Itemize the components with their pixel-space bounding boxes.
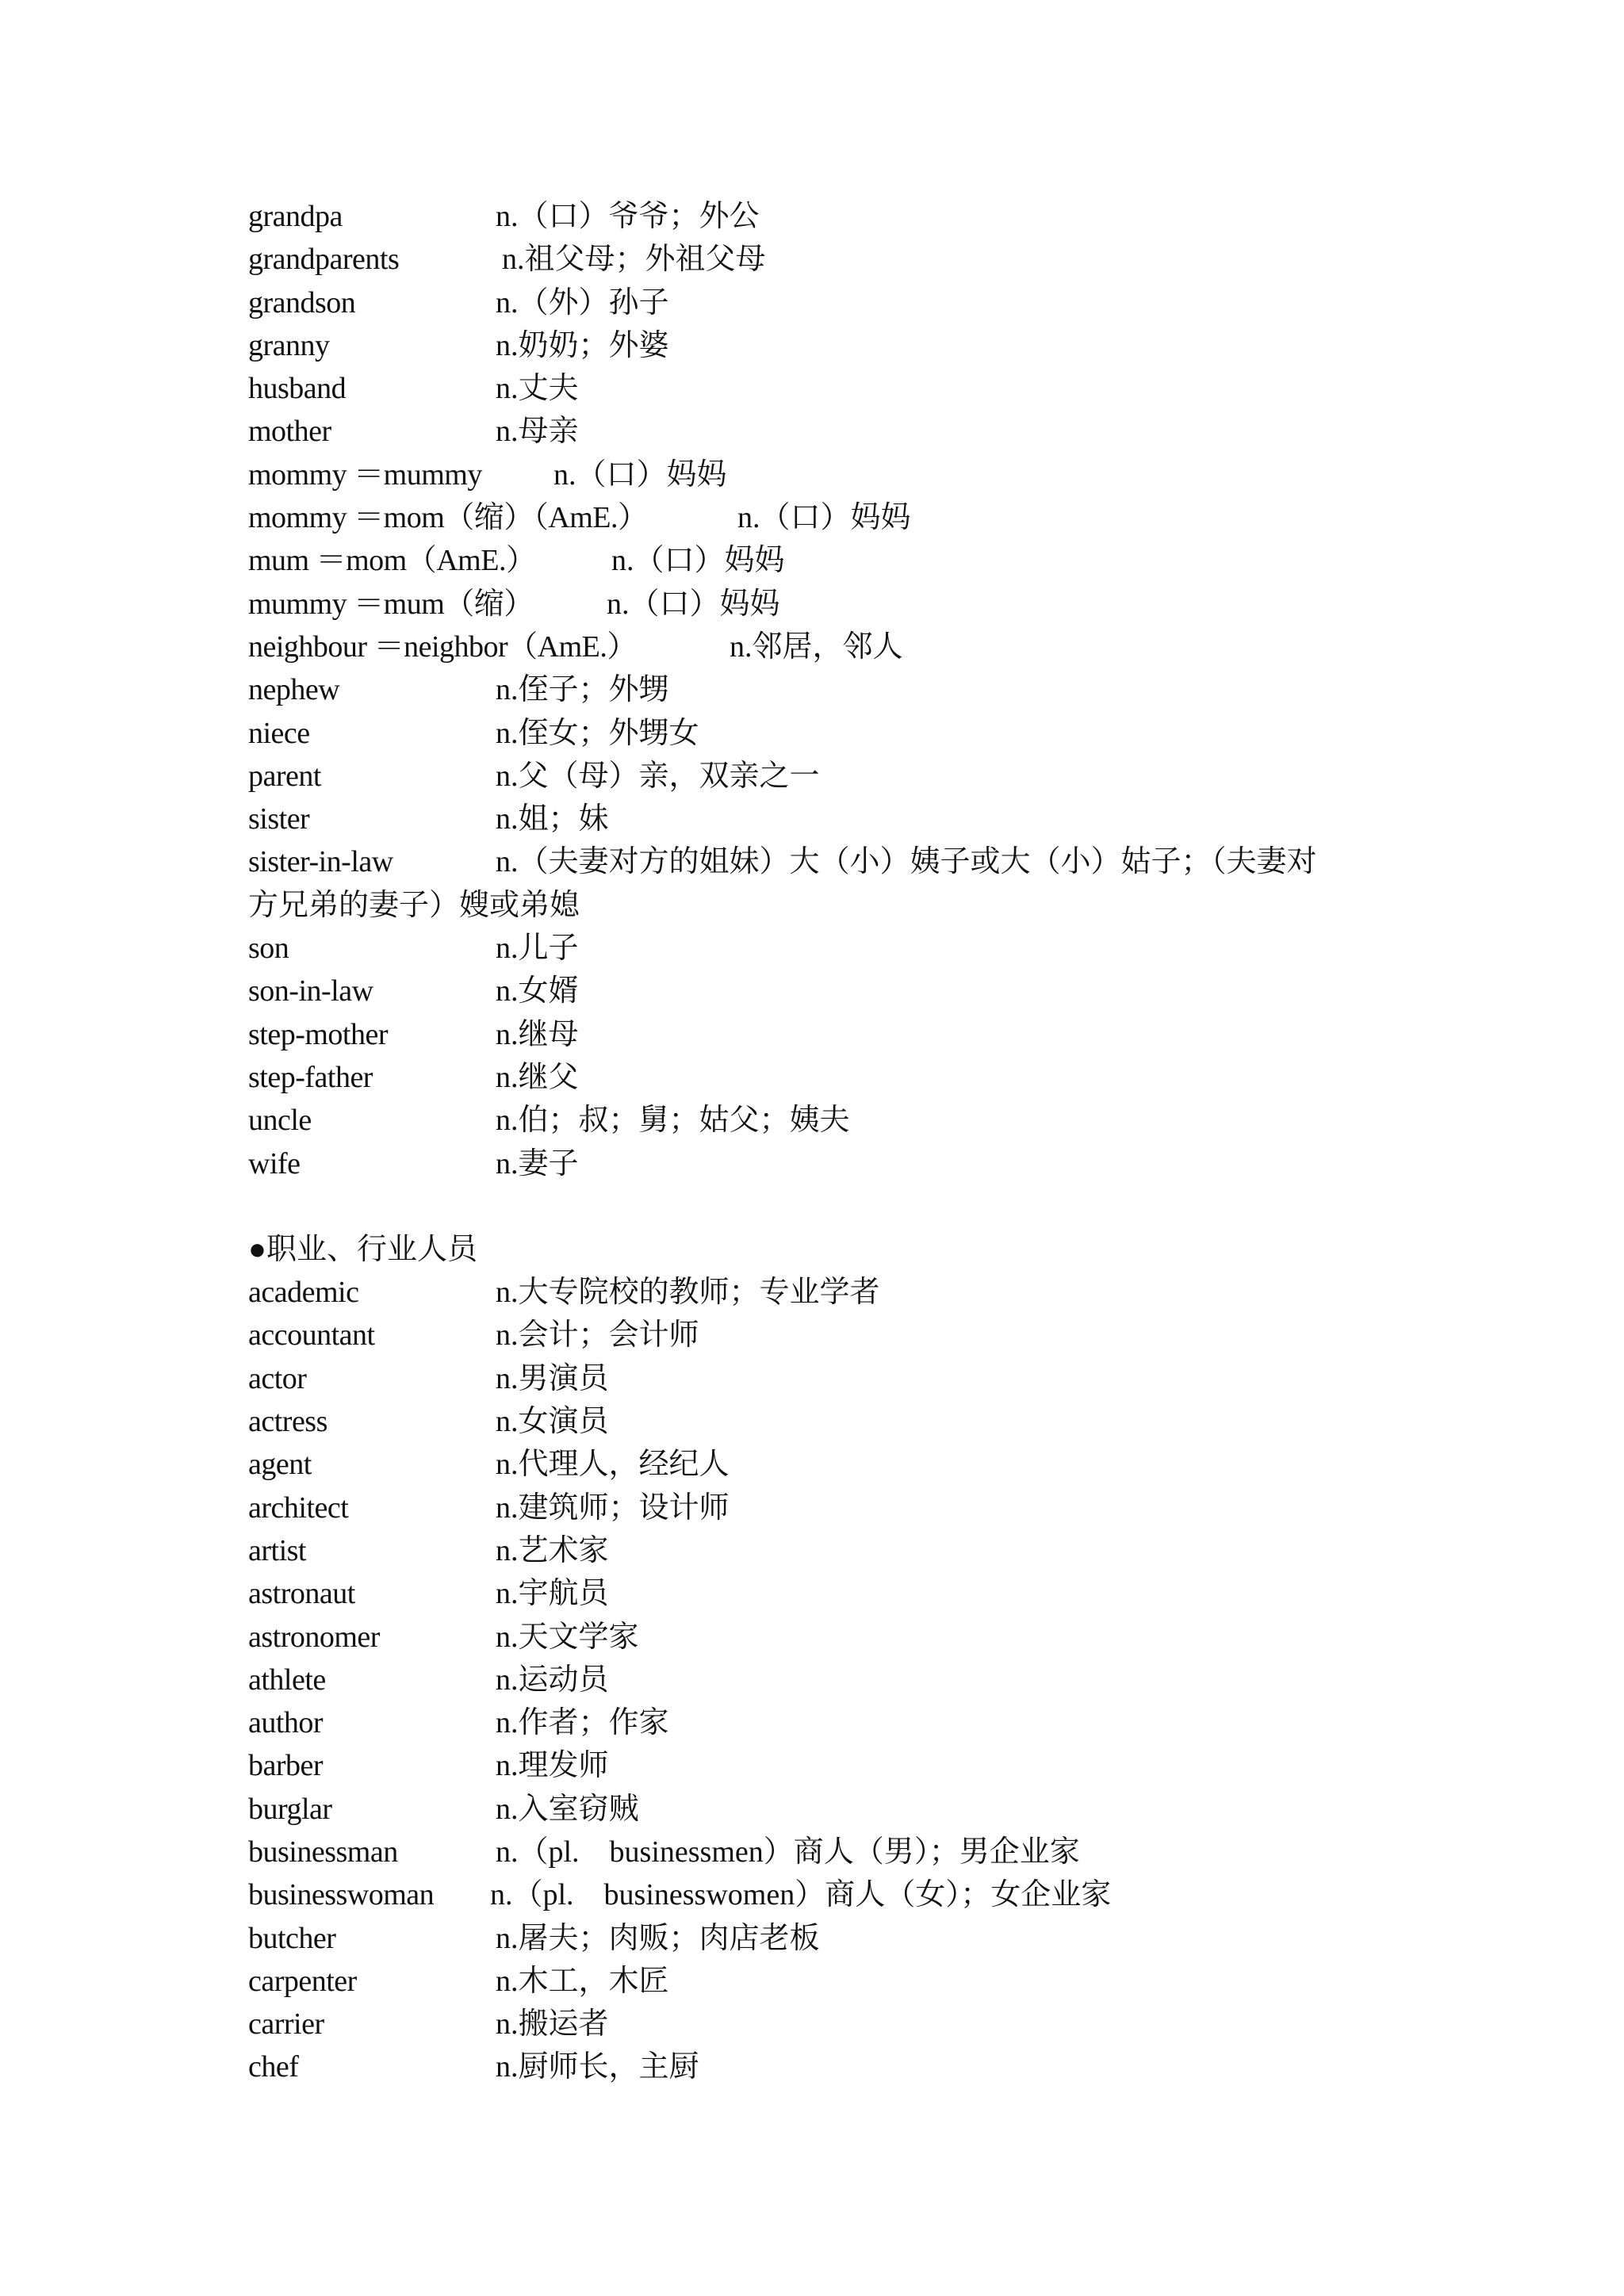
section-heading: ●职业、行业人员 [248,1232,477,1266]
entry-definition: n.（口）妈妈 [737,501,911,535]
entry-definition: n.会计；会计师 [496,1318,699,1353]
list-item [248,1142,1438,1185]
list-item [248,2003,1438,2045]
list-item [248,281,1438,324]
entry-definition: n.继父 [496,1060,579,1094]
entry-term: mommy ＝mummy [248,457,482,492]
entry-definition: n.父（母）亲，双亲之一 [496,759,820,793]
list-item [248,755,1438,798]
list-item [248,324,1438,367]
entry-term: grandpa [248,200,343,233]
entry-term: barber [248,1749,324,1783]
list-item [248,1400,1438,1443]
entry-term: athlete [248,1663,326,1697]
list-item [248,626,1438,668]
entry-definition-continued: 方兄弟的妻子）嫂或弟媳 [248,888,580,922]
entry-term: grandparents [248,243,400,277]
list-item [248,668,1438,711]
entry-term: businesswoman [248,1878,435,1912]
list-item [248,1701,1438,1744]
entry-term: granny [248,328,330,362]
entry-definition: n.妻子 [496,1146,579,1181]
entry-term: accountant [248,1318,375,1353]
entry-definition: n.女婿 [496,974,579,1008]
entry-term: carpenter [248,1964,357,1998]
entry-term: actress [248,1405,327,1439]
entry-definition: n.运动员 [496,1663,609,1697]
list-item [248,238,1438,281]
entry-term: grandson [248,285,356,320]
entry-definition: n.天文学家 [496,1620,639,1654]
entry-definition: n.姐；妹 [496,802,609,836]
entry-definition: n.宇航员 [496,1577,609,1611]
entry-definition: n.（pl. businessmen）商人（男）；男企业家 [496,1835,1080,1869]
list-item [248,1917,1438,1960]
list-item [248,927,1438,970]
vocabulary-page [248,195,1438,2089]
entry-term: burglar [248,1792,332,1826]
list-item [248,1659,1438,1701]
entry-definition: n.（口）爷爷；外公 [496,200,760,233]
entry-definition: n.男演员 [496,1361,609,1395]
entry-definition: n.（口）妈妈 [611,544,785,578]
list-item [248,583,1438,626]
family-list [248,195,1438,1185]
entry-definition: n.大专院校的教师；专业学者 [496,1276,880,1310]
entry-term: architect [248,1490,349,1525]
job-list [248,1271,1438,2089]
list-item [248,1960,1438,2003]
list-item [248,1529,1438,1572]
entry-term: astronomer [248,1620,380,1654]
list-item [248,1443,1438,1486]
entry-definition: n.侄子；外甥 [496,673,669,707]
list-item [248,1572,1438,1615]
entry-term: author [248,1706,324,1740]
entry-definition: n.祖父母；外祖父母 [502,243,766,277]
list-item [248,496,1438,539]
entry-definition: n.（pl. businesswomen）商人（女）；女企业家 [490,1878,1112,1912]
entry-definition: n.（外）孙子 [496,285,669,320]
entry-term: husband [248,372,347,406]
entry-term: butcher [248,1921,336,1955]
entry-definition: n.建筑师；设计师 [496,1490,730,1525]
entry-term: mum ＝mom（AmE.） [248,544,536,578]
entry-definition: n.继母 [496,1017,579,1051]
list-item [248,410,1438,453]
entry-term: mummy ＝mum（缩） [248,587,534,621]
entry-term: uncle [248,1104,312,1138]
entry-term: sister [248,802,310,836]
entry-term: astronaut [248,1577,355,1611]
entry-definition: n.作者；作家 [496,1706,669,1740]
entry-term: artist [248,1533,306,1567]
entry-definition: n.（夫妻对方的姐妹）大（小）姨子或大（小）姑子；（夫妻对 [496,845,1317,879]
entry-definition: n.（口）妈妈 [607,587,780,621]
list-item [248,1314,1438,1357]
list-item [248,840,1438,927]
list-item [248,367,1438,410]
entry-definition: n.入室窃贼 [496,1792,639,1826]
entry-definition: n.侄女；外甥女 [496,716,699,750]
entry-definition: n.厨师长，主厨 [496,2050,699,2084]
entry-definition: n.理发师 [496,1749,609,1783]
entry-term: parent [248,759,321,793]
entry-term: son [248,932,289,966]
entry-definition: n.邻居，邻人 [730,629,903,664]
entry-definition: n.丈夫 [496,372,579,406]
entry-term: step-father [248,1060,373,1094]
list-item [248,1744,1438,1787]
list-item [248,1616,1438,1659]
list-item [248,1099,1438,1142]
entry-term: wife [248,1146,301,1181]
entry-term: chef [248,2050,299,2084]
entry-term: son-in-law [248,974,373,1008]
entry-term: niece [248,716,310,750]
list-item [248,970,1438,1012]
list-item [248,1487,1438,1529]
entry-definition: n.屠夫；肉贩；肉店老板 [496,1921,820,1955]
list-item [248,1357,1438,1400]
entry-term: businessman [248,1835,398,1869]
list-item [248,1271,1438,1314]
entry-definition: n.艺术家 [496,1533,609,1567]
entry-term: neighbour ＝neighbor（AmE.） [248,629,637,664]
list-item [248,1873,1438,1916]
list-item [248,539,1438,582]
entry-term: agent [248,1448,312,1482]
entry-term: academic [248,1276,359,1310]
entry-definition: n.伯；叔；舅；姑父；姨夫 [496,1104,850,1138]
list-item [248,712,1438,755]
entry-definition: n.（口）妈妈 [553,457,727,492]
list-item [248,798,1438,840]
entry-definition: n.母亲 [496,415,579,449]
list-item [248,195,1438,238]
list-item [248,1831,1438,1873]
entry-definition: n.女演员 [496,1405,609,1439]
entry-definition: n.代理人，经纪人 [496,1448,730,1482]
entry-term: nephew [248,673,340,707]
entry-term: actor [248,1361,307,1395]
entry-definition: n.木工，木匠 [496,1964,669,1998]
entry-definition: n.奶奶；外婆 [496,328,669,362]
list-item [248,2045,1438,2088]
list-item [248,1788,1438,1831]
entry-term: step-mother [248,1017,389,1051]
entry-term: mother [248,415,331,449]
entry-term: sister-in-law [248,845,393,879]
list-item [248,453,1438,496]
entry-term: carrier [248,2007,324,2042]
entry-term: mommy ＝mom（缩）（AmE.） [248,501,648,535]
list-item [248,1056,1438,1099]
list-item [248,1013,1438,1056]
entry-definition: n.搬运者 [496,2007,609,2042]
section-spacer [248,1185,1438,1228]
entry-definition: n.儿子 [496,932,579,966]
